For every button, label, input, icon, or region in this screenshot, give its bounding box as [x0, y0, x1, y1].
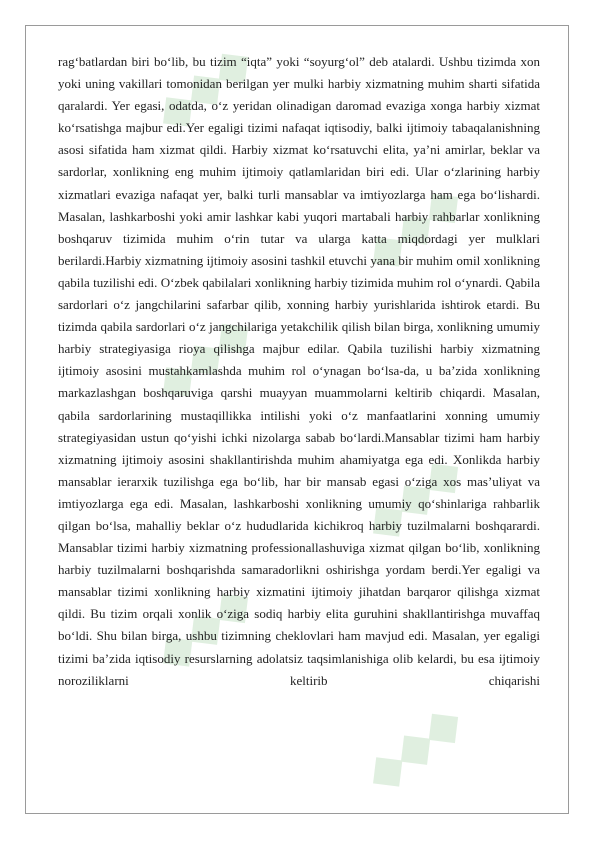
watermark-mark: ◆◆◆: [355, 173, 471, 281]
watermark-mark: ◆◆◆: [355, 693, 471, 801]
body-paragraph: rag‘batlardan biri bo‘lib, bu tizim “iqta” yoki “soyurg‘ol” deb atalardi. Ushbu tizimda xon yoki uning vakillari tomonidan berilgan yer mulki harbiy xizmatning muhim sharti sifatida qaralardi. Yer egasi, odatda, o‘z yeridan olinadigan daromad evaziga xonga harbiy xizmat ko‘rsatishga majbur edi.Yer egaligi tizimi nafaqat iqtisodiy, balki ijtimoiy tabaqalanishning asosi sifatida ham xizmat qildi. Harbiy xizmat ko‘rsatuvchi elita, ya’ni amirlar, beklar va sardorlar, xonlikning eng muhim ijtimoiy qatlamlaridan biri edi. Ular o‘zlarining harbiy xizmatlari evaziga nafaqat yer, balki turli mansablar va imtiyozlarga ham ega bo‘lishardi. Masalan, lashkarboshi yoki amir lashkar kabi yuqori martabali harbiy rahbarlar xonlikning boshqaruv tizimida muhim o‘rin tutar va ularga katta miqdordagi yer mulklari berilardi.Harbiy xizmatning ijtimoiy asosini tashkil etuvchi yana bir muhim omil xonlikning qabila tuzilishi edi. O‘zbek qabilalari xonlikning harbiy tizimida muhim rol o‘ynardi. Qabila sardorlari o‘z jangchilarini safarbar qilib, xonning harbiy yurishlarida ishtirok etardi. Bu tizimda qabila sardorlari o‘z jangchilariga yetakchilik qilish bilan birga, xonlikning umumiy harbiy strategiyasiga rioya qilishga majbur edilar. Qabila tuzilishi harbiy xizmatning ijtimoiy asosini mustahkamlashda muhim rol o‘ynagan bo‘lsa-da, u ba’zida xonlikning markazlashgan boshqaruviga qarshi muayyan muammolarni keltirib chiqardi. Masalan, qabila sardorlarining mustaqillikka intilishi yoki o‘z manfaatlarini xonning umumiy strategiyasidan ustun qo‘yishi ichki nizolarga sabab bo‘lardi.Mansablar tizimi ham harbiy xizmatning ijtimoiy asosini shakllantirishda muhim ahamiyatga ega edi. Xonlikda harbiy mansablar ierarxik tuzilishga ega bo‘lib, har bir mansab egasi o‘ziga xos mas’uliyat va imtiyozlarga ega edi. Masalan, lashkarboshi xonlikning umumiy qo‘shinlariga rahbarlik qilgan bo‘lsa, mahalliy beklar o‘z hududlarida kichikroq harbiy tuzilmalarni boshqarardi. Mansablar tizimi harbiy xizmatning professionallashuviga xizmat qilgan bo‘lib, xonlikning harbiy tuzilmalarni boshqarishda samaradorlikni oshirishga yordam berdi.Yer egaligi va mansablar tizimi xonlikning harbiy xizmatini ijtimoiy jihatdan barqaror qilishga xizmat qildi. Bu tizim orqali xonlik o‘ziga sodiq harbiy elita guruhini shakllantirishga muvaffaq bo‘ldi. Shu bilan birga, ushbu tizimning cheklovlari ham mavjud edi. Masalan, yer egaligi tizimi ba’zida iqtisodiy resurslarning adolatsiz taqsimlanishiga olib kelardi, bu esa ijtimoiy noroziliklarni keltirib chiqarishi: [58, 54, 540, 688]
watermark-mark: ◆◆◆: [145, 33, 261, 141]
watermark-mark: ◆◆◆: [145, 303, 261, 411]
watermark-mark: ◆◆◆: [145, 573, 261, 681]
watermark-mark: ◆◆◆: [355, 443, 471, 551]
